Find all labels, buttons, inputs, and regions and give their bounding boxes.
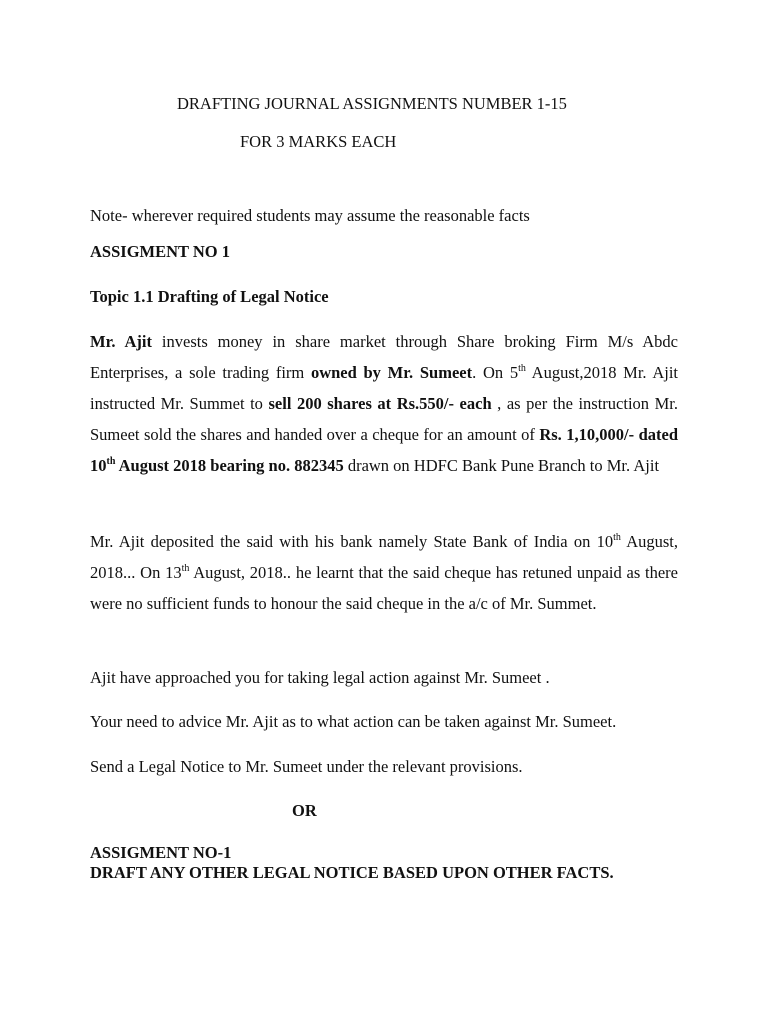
superscript: th <box>106 456 116 467</box>
text-run: invests money in share market through Share broking Firm M/s Abdc Enterprises, a sole trading firm <box>90 332 678 382</box>
party-ajit: Mr. Ajit <box>90 332 152 351</box>
facts-paragraph-2 <box>90 526 678 619</box>
alt-assignment-text: DRAFT ANY OTHER LEGAL NOTICE BASED UPON OTHER FACTS. <box>90 863 614 882</box>
facts-paragraph-5: Send a Legal Notice to Mr. Sumeet under the relevant provisions. <box>90 757 523 776</box>
superscript: th <box>613 532 621 543</box>
or-separator: OR <box>292 801 317 820</box>
facts-paragraph-4: Your need to advice Mr. Ajit as to what action can be taken against Mr. Sumeet. <box>90 712 617 731</box>
superscript: th <box>181 563 190 574</box>
alt-assignment-title: ASSIGMENT NO-1 <box>90 843 232 862</box>
text-run: . On 5 <box>472 363 519 382</box>
text-run: Mr. Ajit deposited the said with his bank namely State Bank of India on 10 <box>90 532 614 551</box>
facts-paragraph-1 <box>90 326 678 481</box>
topic-title: Topic 1.1 Drafting of Legal Notice <box>90 287 329 306</box>
note-text: Note- wherever required students may assume the reasonable facts <box>90 206 530 225</box>
text-run: August, 2018.. he learnt that the said cheque has retuned unpaid as there were no sufficient funds to honour the said cheque in the a/c of Mr. Summet. <box>90 563 678 613</box>
text-run: August,2018 Mr. Ajit instructed Mr. Summet to <box>90 363 679 413</box>
bold-run: August 2018 bearing no. 882345 <box>115 456 344 475</box>
bold-run: owned by Mr. Sumeet <box>310 363 473 382</box>
text-run: , as per the instruction Mr. Sumeet sold the shares and handed over a cheque for an amount of <box>90 394 678 444</box>
bold-run: sell 200 shares at Rs.550/- each <box>268 394 492 413</box>
heading-line-1: DRAFTING JOURNAL ASSIGNMENTS NUMBER 1-15 <box>177 94 567 113</box>
facts-paragraph-3: Ajit have approached you for taking legal action against Mr. Sumeet . <box>90 668 550 687</box>
heading-line-2: FOR 3 MARKS EACH <box>240 132 397 151</box>
assignment-title: ASSIGMENT NO 1 <box>90 242 230 261</box>
text-run: drawn on HDFC Bank Pune Branch to Mr. Ajit <box>343 456 660 475</box>
text-run: August, 2018... On 13 <box>90 532 678 582</box>
superscript: th <box>518 363 526 374</box>
bold-run: Rs. 1,10,000/- dated 10 <box>90 425 678 475</box>
